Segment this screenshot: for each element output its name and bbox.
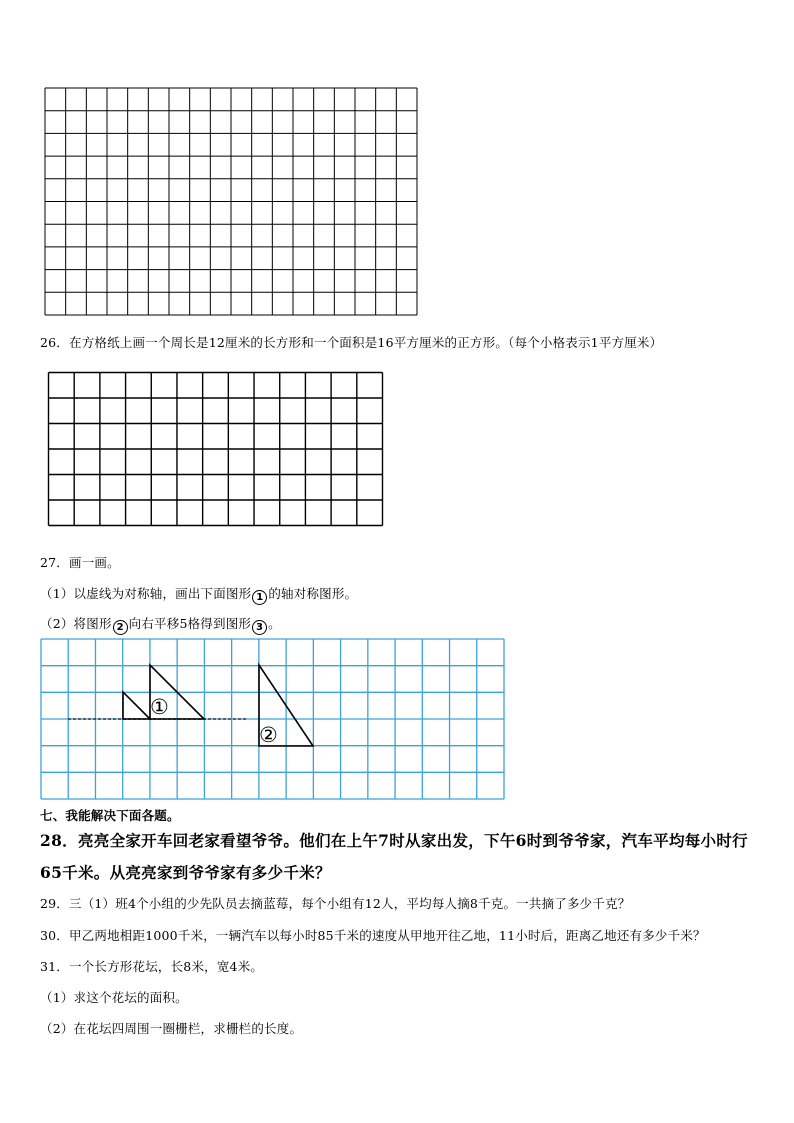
- grid-paper-q27[interactable]: [40, 638, 506, 801]
- question-27-sub2: （2）将图形 2 向右平移5格得到图形 3 。: [40, 616, 281, 633]
- question-29: 29．三（1）班4个小组的少先队员去摘蓝莓，每个小组有12人，平均每人摘8千克。一共摘了多少千克？: [40, 896, 631, 911]
- question-31-sub2: （2）在花坛四周围一圈栅栏，求栅栏的长度。: [40, 1021, 303, 1036]
- figure-2-marker: 2: [113, 620, 128, 635]
- question-28-line2: 65千米。从亮亮家到爷爷家有多少千米？: [40, 863, 331, 882]
- section-7-title: 七、我能解决下面各题。: [40, 808, 180, 823]
- question-31-sub1: （1）求这个花坛的面积。: [40, 990, 188, 1005]
- figure-3-marker: 3: [252, 620, 267, 635]
- figure-2-label: ②: [259, 723, 278, 747]
- grid-paper-top: [44, 87, 418, 316]
- question-28-line1: 28．亮亮全家开车回老家看望爷爷。他们在上午7时从家出发，下午6时到爷爷家，汽车平均每小时行: [40, 831, 748, 850]
- figure-1-marker: 1: [252, 590, 267, 605]
- grid-paper-q26[interactable]: [47, 371, 384, 527]
- question-26: 26．在方格纸上画一个周长是12厘米的长方形和一个面积是16平方厘米的正方形。（每个小格表示1平方厘米）: [40, 335, 663, 350]
- question-31: 31．一个长方形花坛，长8米，宽4米。: [40, 959, 264, 974]
- question-30: 30．甲乙两地相距1000千米，一辆汽车以每小时85千米的速度从甲地开往乙地，11小时后，距离乙地还有多少千米？: [40, 928, 706, 943]
- figure-1-label: ①: [150, 695, 169, 719]
- question-27-sub1: （1）以虚线为对称轴，画出下面图形 1 的轴对称图形。: [40, 586, 358, 603]
- question-27-title: 27．画一画。: [40, 555, 120, 570]
- figure-1-small-triangle: [123, 692, 150, 719]
